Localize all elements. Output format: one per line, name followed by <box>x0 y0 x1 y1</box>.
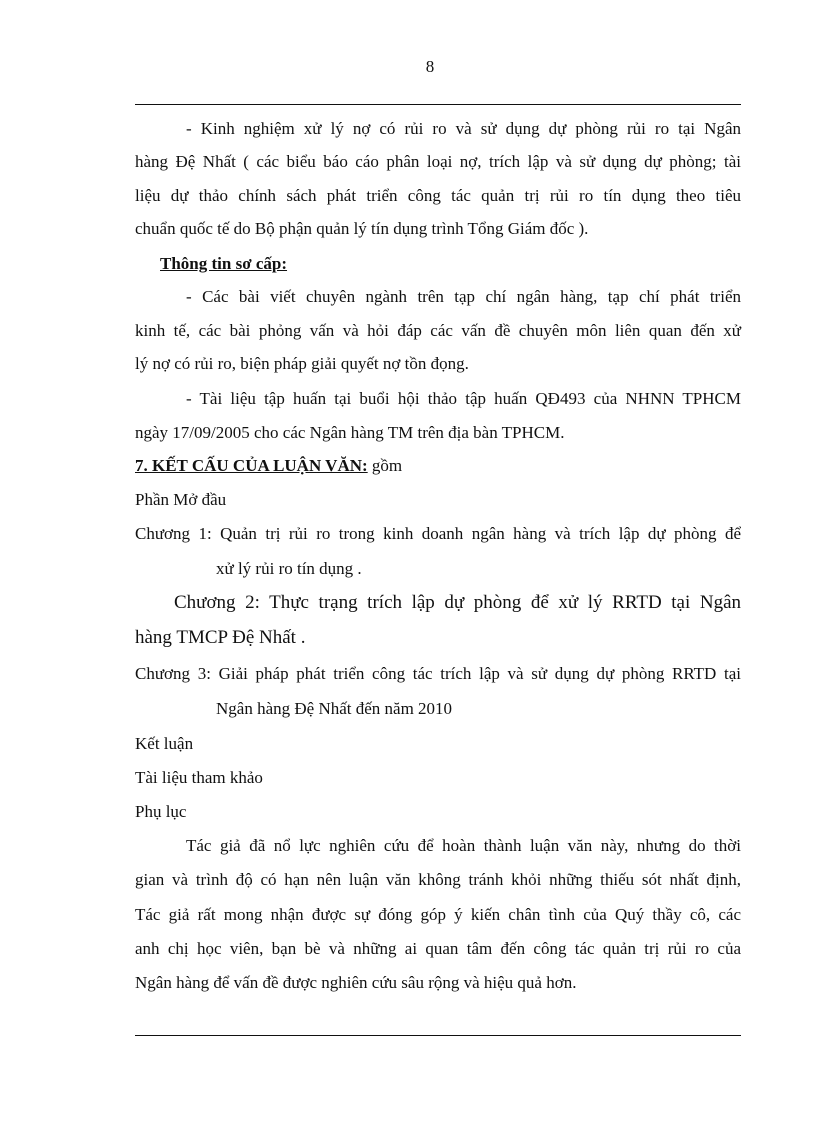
paragraph-line: - Tài liệu tập huấn tại buổi hội thảo tập huấn QĐ493 của NHNN TPHCM <box>186 389 741 408</box>
list-item-chapter-2-cont: hàng TMCP Đệ Nhất . <box>135 627 306 648</box>
paragraph-line: Tác giả rất mong nhận được sự đóng góp ý kiến chân tình của Quý thầy cô, các <box>135 905 741 924</box>
paragraph-line: chuẩn quốc tế do Bộ phận quản lý tín dụng trình Tổng Giám đốc ). <box>135 219 589 238</box>
paragraph-line: kinh tế, các bài phỏng vấn và hỏi đáp các vấn đề chuyên môn liên quan đến xử <box>135 321 741 340</box>
page-number: 8 <box>425 57 435 76</box>
paragraph-line: liệu dự thảo chính sách phát triển công tác quản trị rủi ro tín dụng theo tiêu <box>135 186 741 205</box>
paragraph-line: - Các bài viết chuyên ngành trên tạp chí ngân hàng, tạp chí phát triển <box>186 287 741 306</box>
list-item: Tài liệu tham khảo <box>135 768 263 787</box>
section-heading-structure <box>135 456 402 476</box>
structure-heading-suffix: gồm <box>367 456 403 475</box>
paragraph-line: anh chị học viên, bạn bè và những ai quan tâm đến công tác quản trị rủi ro của <box>135 939 741 958</box>
list-item-chapter-1-cont: xử lý rủi ro tín dụng . <box>216 559 362 578</box>
paragraph-line: hàng Đệ Nhất ( các biểu báo cáo phân loại nợ, trích lập và sử dụng dự phòng; tài <box>135 152 741 171</box>
list-item-chapter-1: Chương 1: Quản trị rủi ro trong kinh doanh ngân hàng và trích lập dự phòng để <box>135 524 741 543</box>
structure-heading-text: 7. KẾT CẤU CỦA LUẬN VĂN: <box>135 456 368 475</box>
paragraph-line: ngày 17/09/2005 cho các Ngân hàng TM trên địa bàn TPHCM. <box>135 423 565 442</box>
header-divider <box>135 104 741 105</box>
list-item-chapter-2: Chương 2: Thực trạng trích lập dự phòng để xử lý RRTD tại Ngân <box>174 592 741 613</box>
paragraph-line: Ngân hàng để vấn đề được nghiên cứu sâu rộng và hiệu quả hơn. <box>135 973 577 992</box>
list-item: Phần Mở đầu <box>135 490 227 509</box>
list-item: Kết luận <box>135 734 194 753</box>
list-item: Phụ lục <box>135 802 187 821</box>
paragraph-line: lý nợ có rủi ro, biện pháp giải quyết nợ tồn đọng. <box>135 354 469 373</box>
footer-divider <box>135 1035 741 1036</box>
paragraph-line: - Kinh nghiệm xử lý nợ có rủi ro và sử dụng dự phòng rủi ro tại Ngân <box>186 119 741 138</box>
section-heading-primary-info: Thông tin sơ cấp: <box>160 254 288 273</box>
list-item-chapter-3-cont: Ngân hàng Đệ Nhất đến năm 2010 <box>216 699 453 718</box>
paragraph-line: gian và trình độ có hạn nên luận văn không tránh khỏi những thiếu sót nhất định, <box>135 870 741 889</box>
list-item-chapter-3: Chương 3: Giải pháp phát triển công tác trích lập và sử dụng dự phòng RRTD tại <box>135 664 741 683</box>
paragraph-line: Tác giả đã nổ lực nghiên cứu để hoàn thành luận văn này, nhưng do thời <box>186 836 741 855</box>
